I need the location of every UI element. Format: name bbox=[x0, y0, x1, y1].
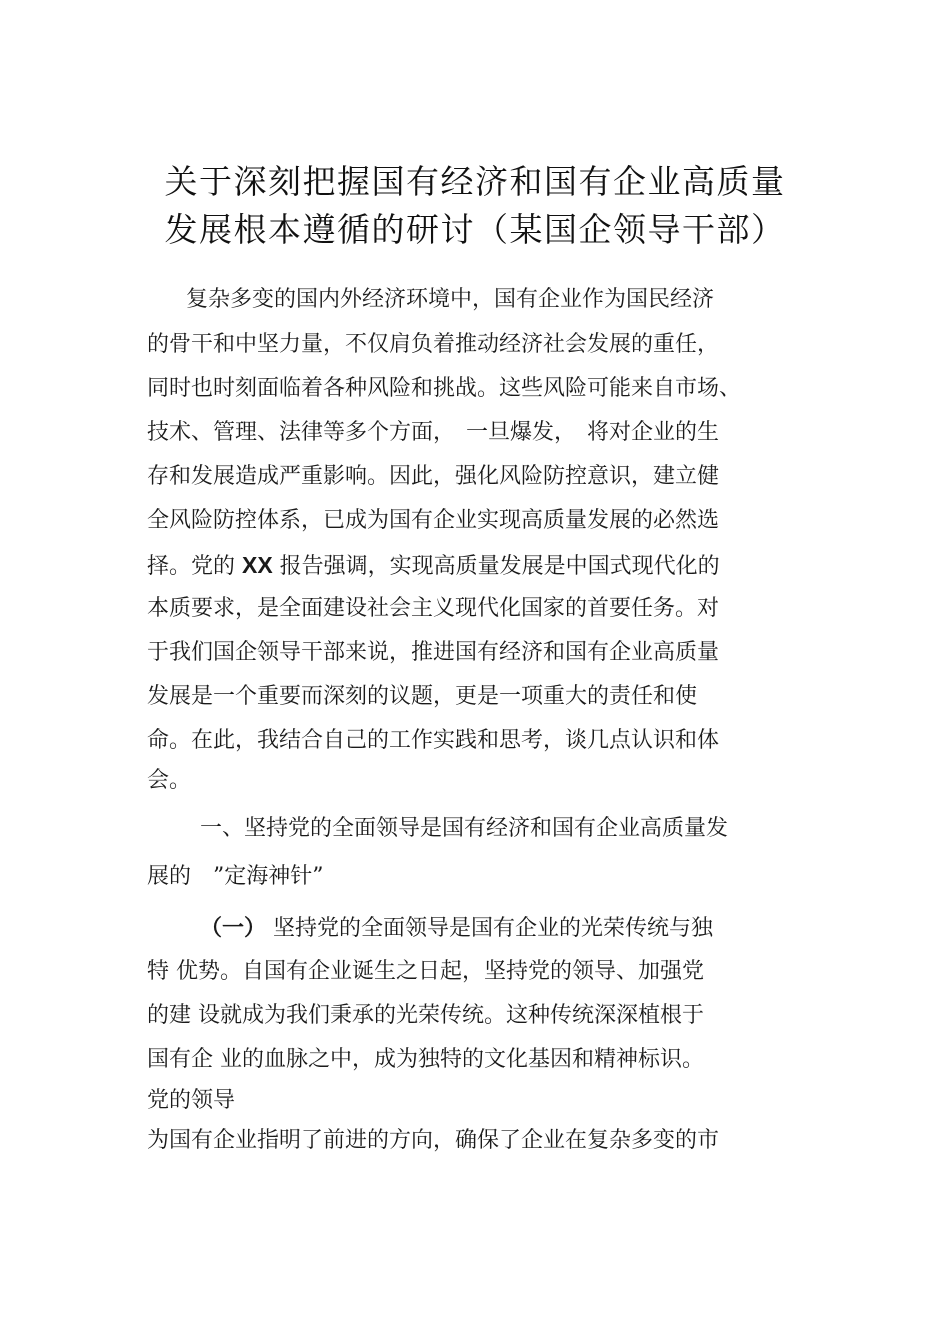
intro-line-3: 同时也时刻面临着各种风险和挑战。这些风险可能来自市场、 bbox=[147, 376, 742, 401]
report-number-placeholder: XX bbox=[242, 552, 273, 578]
subsection-1-line-5: 党的领导 bbox=[147, 1088, 236, 1113]
subsection-1-line-2: 特 优势。自国有企业诞生之日起，坚持党的领导、加强党 bbox=[147, 959, 704, 984]
intro-line-7-end: 报告强调，实现高质量发展是中国式现代化的 bbox=[272, 554, 720, 579]
subsection-1-line-1 bbox=[200, 913, 713, 944]
intro-line-1: 复杂多变的国内外经济环境中，国有企业作为国民经济 bbox=[186, 287, 715, 312]
intro-line-11: 命。在此，我结合自己的工作实践和思考，谈几点认识和体 bbox=[147, 728, 720, 753]
subsection-1-number: （一） bbox=[200, 915, 267, 940]
intro-line-2: 的骨干和中坚力量，不仅肩负着推动经济社会发展的重任， bbox=[147, 332, 720, 357]
intro-line-12: 会。 bbox=[147, 768, 192, 793]
intro-line-6: 全风险防控体系，已成为国有企业实现高质量发展的必然选 bbox=[147, 508, 720, 533]
subsection-1-line-6: 为国有企业指明了前进的方向，确保了企业在复杂多变的市 bbox=[147, 1128, 720, 1153]
document-title-line-1: 关于深刻把握国有经济和国有企业高质量 bbox=[164, 162, 786, 201]
intro-line-7-start: 择。党的 bbox=[147, 554, 242, 579]
intro-line-5: 存和发展造成严重影响。因此，强化风险防控意识，建立健 bbox=[147, 464, 720, 489]
intro-line-10: 发展是一个重要而深刻的议题，更是一项重大的责任和使 bbox=[147, 684, 698, 709]
intro-line-8: 本质要求，是全面建设社会主义现代化国家的首要任务。对 bbox=[147, 596, 720, 621]
document-title-line-2: 发展根本遵循的研讨（某国企领导干部） bbox=[164, 210, 786, 249]
subsection-1-heading-text: 坚持党的全面领导是国有企业的光荣传统与独 bbox=[266, 916, 714, 941]
intro-line-9: 于我们国企领导干部来说，推进国有经济和国有企业高质量 bbox=[147, 640, 720, 665]
section-1-heading-line-1: 一、坚持党的全面领导是国有经济和国有企业高质量发 bbox=[200, 816, 729, 841]
section-1-heading-line-2: 展的 ”定海神针” bbox=[147, 864, 324, 889]
intro-line-7 bbox=[147, 550, 720, 582]
subsection-1-line-3: 的建 设就成为我们秉承的光荣传统。这种传统深深植根于 bbox=[147, 1003, 704, 1028]
subsection-1-line-4: 国有企 业的血脉之中，成为独特的文化基因和精神标识。 bbox=[147, 1047, 704, 1072]
intro-line-4: 技术、管理、法律等多个方面， 一旦爆发， 将对企业的生 bbox=[147, 420, 720, 445]
